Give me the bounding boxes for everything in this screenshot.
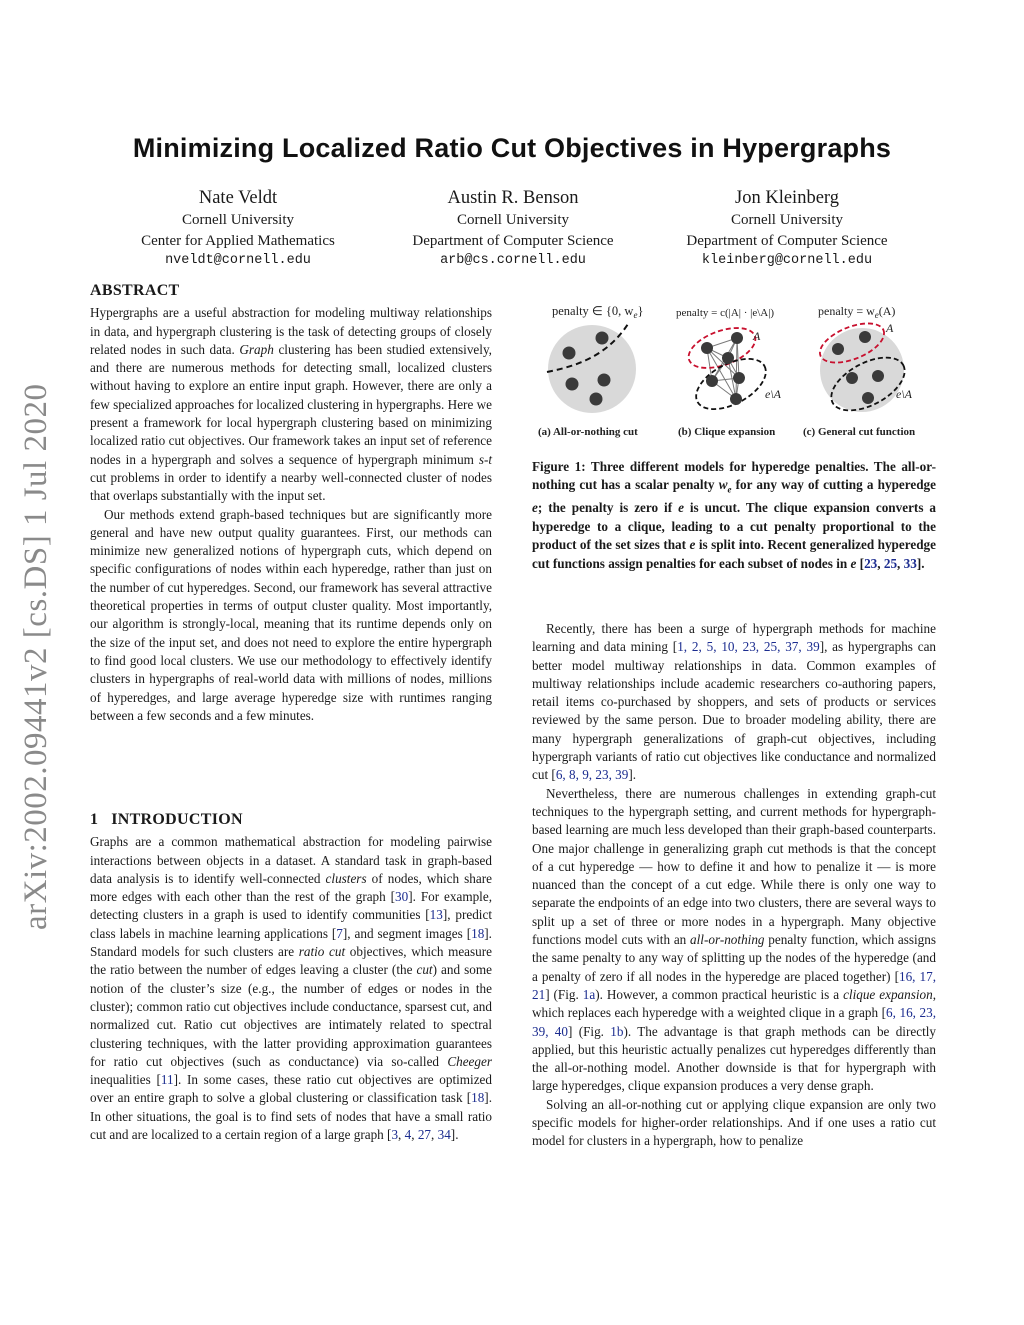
author-email[interactable]: nveldt@cornell.edu [165,253,311,268]
citation-link[interactable]: 18 [471,925,485,941]
author-department: Department of Computer Science [412,232,614,249]
node [862,392,874,404]
citation-link[interactable]: 25 [883,555,898,571]
author-name: Nate Veldt [198,188,278,208]
citation-list[interactable]: 1, 2, 5, 10, 23, 25, 37, 39 [677,639,820,655]
hyperedge-a [547,324,636,413]
set-label-complement: e\A [765,387,781,401]
set-label-A: A [753,329,761,343]
node [730,393,742,405]
abstract-section [90,282,492,725]
author-name: Jon Kleinberg [735,188,839,208]
set-label-A: A [886,321,894,335]
set-label-complement: e\A [896,387,912,401]
author-department: Center for Applied Mathematics [141,232,335,249]
node [706,375,718,387]
subcaption-c: (c) General cut function [803,426,916,438]
penalty-label-c: penalty = $w_e(A)$ [818,304,896,320]
section-heading: 1 INTRODUCTION [90,811,243,828]
node [596,332,609,345]
paper-title: Minimizing Localized Ratio Cut Objectives in Hypergraphs [132,133,892,163]
node [872,370,884,382]
node [722,352,734,364]
arxiv-stamp: arXiv:2002.09441v2 [cs.DS] 1 Jul 2020 [18,383,54,930]
citation-link[interactable]: 11 [160,1072,174,1088]
body-paragraph: Nevertheless, there are numerous challenges in extending graph-cut techniques to the hypergraph setting, and current methods for hypergraph-based learning are much less developed than their graph-based counterparts. One major challenge in generalizing graph cut methods is that the concept of a cut hyperedge — how to define it and how to penalize it — is more nuanced than the concept of a cut edge. While there is only one way to separate the endpoints of an edge into two clusters, there are several ways to split up a set of three or more nodes in a hypergraph. Many objective functions model cuts with an all-or-nothing penalty function, which assigns the same penalty to any way of splitting up the nodes of the hyperedge (and a penalty of zero if all nodes in the hyperedge are placed together) [16, 17, 21] (Fig. 1a). However, a common practical heuristic is a clique expansion, which replaces each hyperedge with a weighted clique in a graph [6, 16, 23, 39, 40] (Fig. 1b). The advantage is that graph methods can be directly applied, but this heuristic actually penalizes cut hyperedges differently than the all-or-nothing model. Another downside is that for hypergraph with large hyperedges, clique expansion produces a very dense graph. [532,785,937,1094]
penalty-label-b: penalty = c(|A| · |e\A|) [676,307,775,319]
citation-link[interactable]: 3 [391,1127,399,1143]
abstract-paragraph: Our methods extend graph-based techniques but are significantly more general and have new output quality guarantees. First, our methods can minimize new generalized notions of hypergraph cuts, which depend on specific configurations of nodes within each hyperedge, rather than just on the number of cut hyperedges. Second, our framework has several attractive theoretical properties in terms of output cluster quality. Most importantly, our algorithm is strongly-local, meaning that its runtime depends only on the size of the input set, and does not need to explore the entire hypergraph to find good local clusters. We use our methodology to effectively identify clusters in hypergraphs of real-world data with millions of nodes, millions of hyperedges, and large average hyperedge size with runtimes ranging between a few seconds and a few minutes. [90,506,492,723]
figure-link[interactable]: 1b [610,1023,624,1039]
citation-link[interactable]: 33 [903,555,917,571]
abstract-paragraph: Hypergraphs are a useful abstraction for modeling multiway relationships in data, and hypergraph clustering is the task of detecting groups of closely related nodes in such data. Graph clustering has been studied extensively, and there are numerous methods for detecting small, localized clusters without having to explore an entire input graph. However, there are only a few specialized approaches for localized clustering in hypergraphs. Here we present a framework for local hypergraph clustering based on minimizing localized ratio cut objectives. Our framework takes an input set of reference nodes in a hypergraph and solves a sequence of hypergraph minimum s-t cut problems in order to identify a nearby well-connected cluster of nodes that overlaps substantially with the input set. [90,305,492,504]
citation-list[interactable]: 16, 17, 21 [532,968,937,1002]
node [859,331,871,343]
figure-link[interactable]: 1a [582,986,596,1002]
abstract-heading: ABSTRACT [90,282,180,299]
node [733,372,745,384]
body-paragraph: Solving an all-or-nothing cut or applying clique expansion are only two specific models for higher-order relationships. And if one uses a ratio cut model for clusters in a hypergraph, how to penalize [532,1096,936,1149]
node [566,378,579,391]
intro-paragraph: Graphs are a common mathematical abstraction for modeling pairwise interactions between objects in a dataset. A standard task in graph-based data analysis is to identify well-connected clusters of nodes, which share more edges with each other than the rest of the graph [30]. For example, detecting clusters in a graph is used to identify communities [13], predict class labels in machine learning applications [7], and segment images [18]. Standard models for such clusters are ratio cut objectives, which measure the ratio between the number of edges leaving a cluster (the cut) and some notion of the cluster’s size (e.g., the number of edges or nodes in the cluster); common ratio cut objectives include conductance, sparsest cut, and normalized cut. Ratio cut objectives are intimately related to spectral clustering techniques, with the latter providing approximation guarantees for ratio cut objectives (such as conductance) via so-called Cheeger inequalities [11]. In some cases, these ratio cut objectives are optimized over an entire graph to solve a global clustering or classification task [18]. In other situations, the goal is to find sets of nodes that have a small ratio cut and are localized to a certain region of a large graph [3, 4, 27, 34]. [90,834,492,1143]
node [590,393,603,406]
author-email[interactable]: arb@cs.cornell.edu [440,253,586,268]
figure-caption: Figure 1: Three different models for hyperedge penalties. The all-or-nothing cut has a scalar penalty $w_e$ for any way of cutting a hyperedge e; the penalty is zero if e is uncut. The clique expansion converts a hyperedge to a clique, leading to a cut penalty proportional to the product of the set sizes that e is split into. Recent generalized hyperedge cut functions assign penalties for each subset of nodes in e [23, 25, 33]. [532,459,937,571]
author-block [88,186,388,272]
node [563,347,576,360]
author-block [637,186,937,272]
citation-list[interactable]: 6, 16, 23, 39, 40 [532,1005,937,1039]
citation-link[interactable]: 7 [336,925,343,941]
citation-link[interactable]: 30 [395,889,409,905]
citation-list[interactable]: 6, 8, 9, 23, 39 [555,767,629,783]
author-block [363,186,663,272]
citation-link[interactable]: 4 [404,1127,412,1143]
citation-link[interactable]: 27 [417,1127,432,1143]
author-affiliation: Cornell University [730,212,844,228]
citation-link[interactable]: 23 [864,555,878,571]
citation-link[interactable]: 34 [437,1127,451,1143]
node [832,343,844,355]
author-department: Department of Computer Science [686,232,888,249]
introduction-section [90,811,492,1144]
node [731,332,743,344]
node [846,372,858,384]
author-email[interactable]: kleinberg@cornell.edu [701,253,873,268]
node [598,374,611,387]
author-affiliation: Cornell University [181,212,295,228]
hyperedge-c [814,315,913,421]
citation-link[interactable]: 13 [429,907,443,923]
node [701,342,713,354]
right-column-text [532,620,936,1151]
subcaption-a: (a) All-or-nothing cut [538,426,638,438]
penalty-label-a: penalty ∈ {0, $w_e$} [552,304,644,320]
citation-link[interactable]: 18 [471,1090,485,1106]
body-paragraph: Recently, there has been a surge of hypergraph methods for machine learning and data mining [1, 2, 5, 10, 23, 25, 37, 39], as hypergraphs can better model multiway relationships in data. Common examples of multiway relationships include academic researchers co-authoring papers, retail items co-purchased by shoppers, and sets of products or services reviewed by the same person. Due to broader modeling ability, there are many hypergraph generalizations of graph-cut objectives, including hypergraph variants of ratio cut objectives like conductance and normalized cut [6, 8, 9, 23, 39]. [532,621,937,783]
subcaption-b: (b) Clique expansion [678,426,776,438]
author-name: Austin R. Benson [447,188,579,208]
hyperedge-b [683,320,781,419]
author-affiliation: Cornell University [456,212,570,228]
figure-1 [532,296,936,446]
